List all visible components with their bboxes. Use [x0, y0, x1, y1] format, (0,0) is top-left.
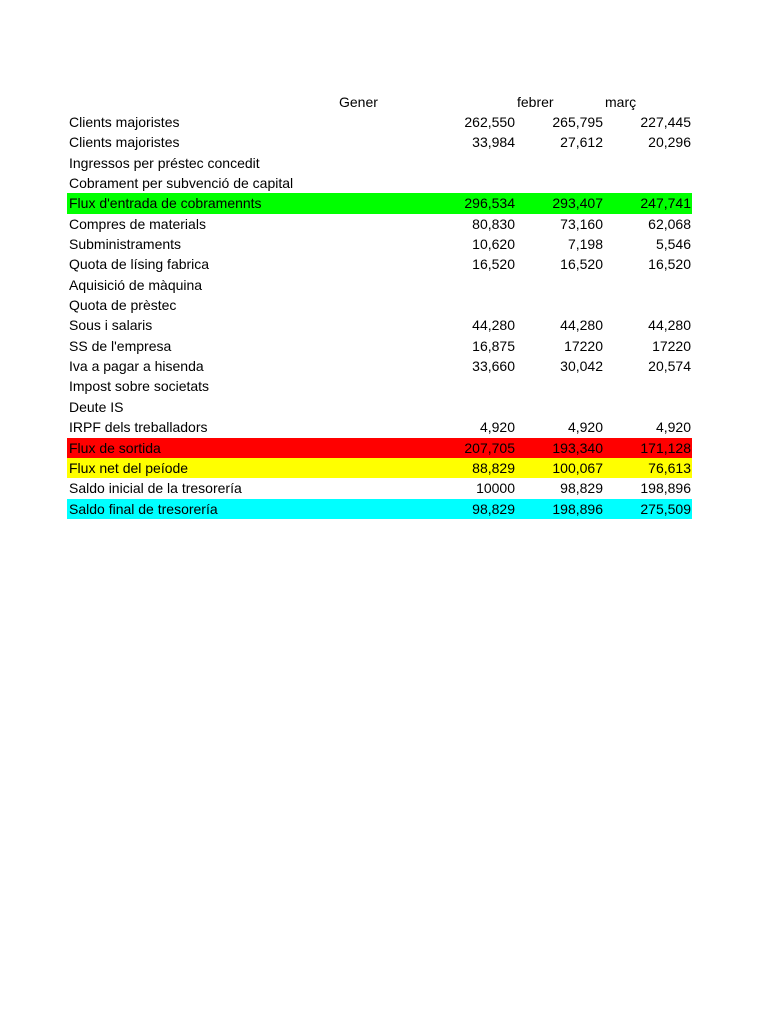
- cell-v3: 76,613: [648, 459, 691, 476]
- table-row: [67, 438, 692, 458]
- cell-v2: 265,795: [552, 114, 603, 130]
- cell-v2: 73,160: [560, 215, 603, 232]
- cell-v3: 16,520: [648, 256, 691, 273]
- cell-v3: 5,546: [655, 236, 691, 253]
- cell-v1: 88,829: [472, 459, 515, 476]
- header-gener: Gener: [339, 94, 378, 110]
- cell-v1: 296,534: [464, 195, 515, 212]
- row-label: Clients majoristes: [69, 114, 180, 130]
- cell-v2: 98,829: [560, 480, 603, 497]
- cell-v3: 171,128: [640, 439, 691, 456]
- table-row: [67, 356, 692, 376]
- table-row: [67, 417, 692, 437]
- table-row: [67, 132, 692, 152]
- cell-v3: 20,574: [648, 358, 691, 375]
- table-row: [67, 458, 692, 478]
- month-header-row: [67, 92, 692, 112]
- cell-v3: 62,068: [648, 215, 691, 232]
- cell-v3: 44,280: [648, 317, 691, 334]
- cell-v1: 16,520: [472, 256, 515, 273]
- cell-v3: 4,920: [655, 419, 691, 436]
- cell-v1: 33,660: [472, 358, 515, 375]
- cell-v2: 44,280: [560, 317, 603, 334]
- cell-v3: 247,741: [640, 195, 691, 212]
- cell-v2: 27,612: [560, 134, 603, 151]
- row-label: Flux net del peíode: [69, 459, 189, 476]
- table-row: [67, 193, 692, 213]
- cell-v1: 44,280: [472, 317, 515, 334]
- cell-v3: 198,896: [640, 480, 691, 497]
- table-row: [67, 478, 692, 498]
- row-label: Iva a pagar a hisenda: [69, 358, 204, 375]
- row-label: Sous i salaris: [69, 317, 153, 334]
- table-row: [67, 336, 692, 356]
- cell-v2: 16,520: [560, 256, 603, 273]
- row-label: Subministraments: [69, 236, 182, 253]
- cell-v1: 80,830: [472, 215, 515, 232]
- row-label: IRPF dels treballadors: [69, 419, 208, 436]
- table-body: [67, 112, 692, 519]
- row-label: SS de l'empresa: [69, 337, 172, 354]
- cell-v2: 7,198: [567, 236, 603, 253]
- cell-v2: 100,067: [552, 459, 603, 476]
- cell-v2: 30,042: [560, 358, 603, 375]
- row-label: Clients majoristes: [69, 134, 180, 151]
- table-row: [67, 275, 692, 295]
- cell-v2: 17220: [564, 337, 603, 354]
- row-label: Deute IS: [69, 398, 124, 415]
- row-label: Quota de lísing fabrica: [69, 256, 210, 273]
- cash-flow-sheet: [67, 92, 692, 519]
- cell-v2: 293,407: [552, 195, 603, 212]
- table-row: [67, 376, 692, 396]
- cell-v1: 207,705: [464, 439, 515, 456]
- row-label: Impost sobre societats: [69, 378, 210, 395]
- table-row: [67, 234, 692, 254]
- cell-v1: 98,829: [472, 500, 515, 517]
- row-label: Aquisició de màquina: [69, 276, 203, 293]
- cell-v2: 198,896: [552, 500, 603, 517]
- row-label: Ingressos per préstec concedit: [69, 154, 260, 171]
- cell-v3: 20,296: [648, 134, 691, 151]
- row-label: Flux de sortida: [69, 439, 161, 456]
- cell-v1: 10,620: [472, 236, 515, 253]
- table-row: [67, 214, 692, 234]
- row-label: Saldo final de tresorería: [69, 500, 218, 517]
- cell-v3: 17220: [652, 337, 691, 354]
- cell-v3: 227,445: [640, 114, 691, 130]
- table-row: [67, 173, 692, 193]
- row-label: Saldo inicial de la tresorería: [69, 480, 242, 497]
- cell-v1: 10000: [476, 480, 515, 497]
- table-row: [67, 499, 692, 519]
- cell-v3: 275,509: [640, 500, 691, 517]
- table-row: [67, 112, 692, 132]
- cell-v1: 33,984: [472, 134, 515, 151]
- table-row: [67, 153, 692, 173]
- table-row: [67, 295, 692, 315]
- row-label: Quota de prèstec: [69, 297, 177, 314]
- row-label: Cobrament per subvenció de capital: [69, 175, 294, 192]
- cell-v2: 193,340: [552, 439, 603, 456]
- cell-v1: 262,550: [464, 114, 515, 130]
- row-label: Flux d'entrada de cobramennts: [69, 195, 262, 212]
- table-row: [67, 254, 692, 274]
- table-row: [67, 315, 692, 335]
- header-marc: març: [605, 94, 637, 110]
- cell-v2: 4,920: [567, 419, 603, 436]
- cell-v1: 16,875: [472, 337, 515, 354]
- table-row: [67, 397, 692, 417]
- row-label: Compres de materials: [69, 215, 206, 232]
- header-febrer: febrer: [517, 94, 554, 110]
- cell-v1: 4,920: [479, 419, 515, 436]
